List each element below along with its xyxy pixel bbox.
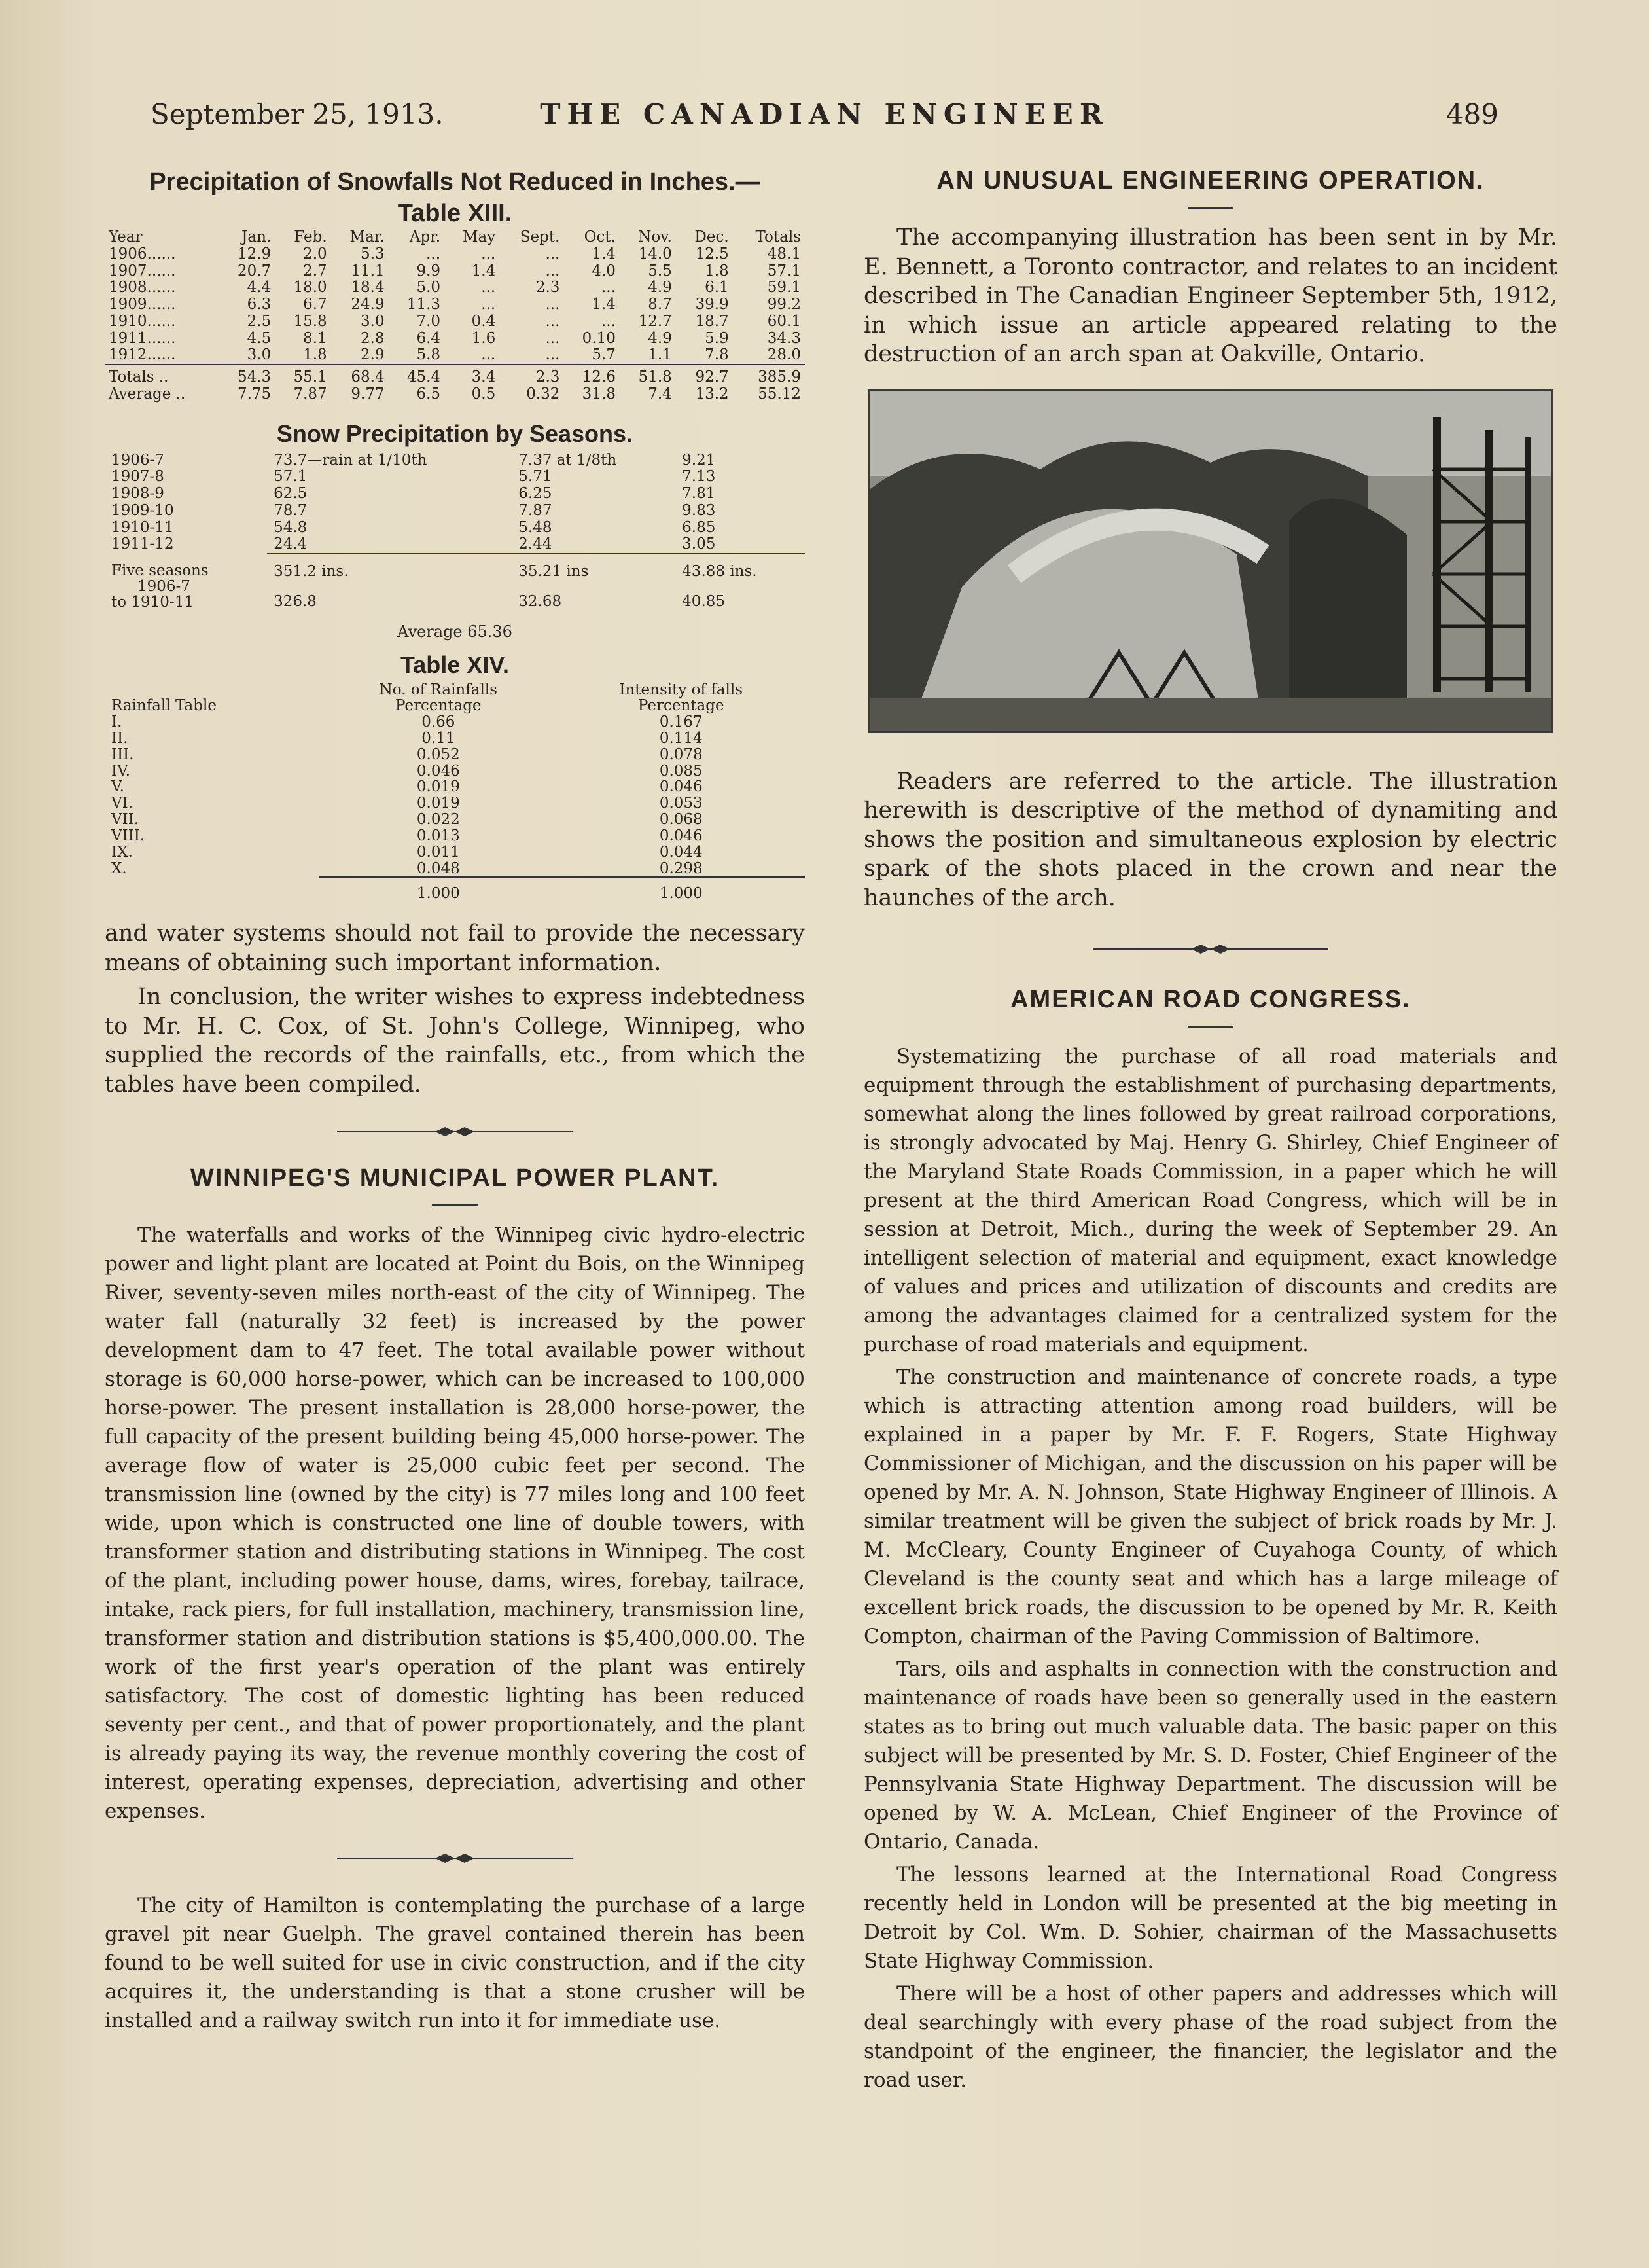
table-cell: 92.7	[676, 365, 733, 386]
table-cell: 4.9	[648, 279, 672, 297]
table-cell: 5.5	[648, 262, 672, 279]
paragraph: The waterfalls and works of the Winnipeg civic hydro-electric power and light plant are located at Point du Bois, on the Winnipeg River, seventy-seven miles north-east of the city of Winnipeg. The water fall (naturally 32 feet) is increased by the power development dam to 47 feet. The total available power without storage is 60,000 horse-power, which can be increased to 100,000 horse-power. The present installation is 28,000 horse-power, the full capacity of the present building being 45,000 horse-power. The average flow of water is 25,000 cubic feet per second. The transmission line (owned by the city) is 77 miles long and 100 feet wide, upon which is constructed one line of double towers, with transformer station and distributing stations in Winnipeg. The cost of the plant, including power house, dams, wires, forebay, tailrace, intake, rack piers, for full installation, machinery, transmission line, transformer station and distribution stations is $5,400,000.00. The work of the first year's operation of the plant was entirely satisfactory. The cost of domestic lighting has been reduced seventy per cent., and that of power proportionately, and the plant is already paying its way, the revenue monthly covering the cost of interest, operating expenses, depreciation, advertising and other expenses.	[105, 1223, 805, 1824]
table-cell: 62.5	[274, 485, 308, 502]
table-cell: ...	[545, 329, 560, 347]
table-cell: ...	[426, 245, 441, 262]
paragraph: and water systems should not fail to provide the necessary means of obtaining such important information.	[105, 920, 805, 976]
table-cell: 54.8	[274, 518, 308, 536]
table-row	[105, 763, 805, 780]
table-cell: 14.0	[638, 245, 672, 262]
table-cell: 1.8	[705, 262, 729, 279]
table-cell: 12.7	[638, 312, 672, 330]
table-cell: 4.9	[648, 329, 672, 347]
table-cell: 7.81	[682, 485, 716, 502]
table-cell: 3.0	[247, 346, 272, 364]
table-cell: 2.44	[518, 535, 552, 553]
five-seasons-value: 326.8	[274, 592, 317, 610]
table-cell: 1907......	[109, 262, 176, 279]
table-cell: 7.87	[518, 501, 552, 519]
table-cell: 4.4	[247, 279, 272, 297]
table-cell: 8.7	[648, 296, 672, 313]
table-cell: 73.7—rain at 1/10th	[274, 451, 427, 469]
table-row	[105, 486, 805, 503]
table-cell: Average ..	[109, 385, 186, 403]
table-row	[105, 452, 805, 469]
table-cell: VII.	[111, 811, 139, 829]
table-cell: X.	[111, 860, 127, 878]
table-cell: 0.052	[416, 746, 460, 763]
table-cell: 4.5	[247, 329, 272, 347]
table-cell: 5.3	[361, 245, 385, 262]
table-cell: 3.05	[682, 535, 716, 553]
table-cell: 0.046	[659, 827, 703, 844]
column-header: Oct.	[584, 228, 616, 245]
paragraph: Systematizing the purchase of all road materials and equipment through the establishment of purchasing departments, somewhat along the lines followed by great railroad corporations, is strongly advocated by Maj. Henry G. Shirley, Chief Engineer of the Maryland State Roads Commission, in a paper which he will present at the third American Road Congress, which will be in session at Detroit, Mich., during the week of September 29. An intelligent selection of material and equipment, exact knowledge of values and prices and utilization of discounts and credits are among the advantages claimed for a centralized system for the purchase of road materials and equipment.	[864, 1045, 1557, 1356]
table-14-title: Table XIV.	[400, 651, 510, 678]
table-cell: 1906......	[109, 245, 176, 262]
table-cell: 18.0	[293, 279, 327, 297]
table-cell: ...	[545, 346, 560, 364]
table-cell: 2.3	[535, 279, 560, 297]
table-row	[105, 520, 805, 537]
table-cell: 0.167	[659, 713, 703, 731]
table-cell: III.	[111, 746, 134, 763]
table-cell: I.	[111, 713, 122, 731]
table-cell: 24.9	[351, 296, 385, 313]
table-cell: ...	[481, 296, 496, 313]
section-heading: AN UNUSUAL ENGINEERING OPERATION.	[936, 167, 1485, 194]
table-13	[105, 229, 805, 407]
table-cell: 6.85	[682, 518, 716, 536]
table-cell: 12.6	[563, 365, 619, 386]
table-cell: 1909-10	[111, 501, 174, 519]
column-header: Dec.	[694, 228, 729, 245]
table-cell: 20.7	[237, 262, 272, 279]
five-seasons-value: 32.68	[518, 592, 562, 610]
table-cell: ...	[545, 262, 560, 279]
section-heading: AMERICAN ROAD CONGRESS.	[1010, 986, 1411, 1013]
left-column	[105, 167, 805, 2035]
table-row	[105, 536, 805, 554]
table-cell: 4.0	[592, 262, 616, 279]
table-cell: 0.019	[416, 795, 460, 812]
ornament-divider	[337, 1852, 573, 1865]
table-cell: 6.25	[518, 485, 552, 502]
table-row	[105, 795, 805, 812]
table-cell: ...	[481, 346, 496, 364]
table-cell: 0.019	[416, 778, 460, 796]
table-cell: 5.48	[518, 518, 552, 536]
column-header: Percentage	[637, 697, 724, 715]
table-cell: 6.3	[247, 296, 272, 313]
table-row	[105, 246, 805, 263]
table-cell: 385.9	[733, 365, 805, 386]
table-cell: 5.8	[416, 346, 441, 364]
table-cell: 5.0	[416, 279, 441, 297]
table-row	[105, 828, 805, 844]
table-cell: 0.114	[659, 729, 703, 747]
table-cell: 0.022	[416, 811, 460, 829]
table-cell: 6.1	[705, 279, 729, 297]
five-seasons-value: 43.88 ins.	[675, 554, 805, 581]
table-cell: 55.12	[758, 385, 801, 403]
table-cell: 78.7	[274, 501, 308, 519]
table-cell: 34.3	[767, 329, 801, 347]
arch-demolition-photo	[868, 389, 1553, 733]
table-cell: 12.9	[237, 245, 272, 262]
paragraph: The accompanying illustration has been sent in by Mr. E. Bennett, a Toronto contractor, and relates to an incident described in The Canadian Engineer September 5th, 1912, in which issue an article appeared relating to the destruction of an arch span at Oakville, Ontario.	[864, 225, 1557, 367]
table-cell: 0.013	[416, 827, 460, 844]
total-value: 1.000	[319, 877, 557, 902]
table-cell: 0.32	[526, 385, 560, 403]
total-value: 1.000	[557, 877, 805, 902]
table-cell: 7.75	[237, 385, 272, 403]
heading-rule	[1188, 1026, 1233, 1028]
table-cell: 9.83	[682, 501, 716, 519]
column-header: May	[462, 228, 496, 245]
table-cell: 1.4	[592, 296, 616, 313]
table-cell: 7.87	[293, 385, 327, 403]
five-seasons-value: 40.85	[682, 592, 726, 610]
ornament-divider	[337, 1125, 573, 1138]
paragraph: The construction and maintenance of concrete roads, a type which is attracting attention among road builders, will be explained in a paper by Mr. F. F. Rogers, State Highway Commissioner of Michigan, and the discussion on his paper will be opened by Mr. A. N. Johnson, State Highway Engineer of Illinois. A similar treatment will be given the subject of brick roads by Mr. J. M. McCleary, County Engineer of Cuyahoga County, of which Cleveland is the county seat and which has a large mileage of excellent brick roads, the discussion to be opened by Mr. R. Keith Compton, chairman of the Paving Commission of Baltimore.	[864, 1365, 1557, 1648]
table-cell: 0.048	[416, 859, 460, 877]
table-cell: 7.4	[648, 385, 672, 403]
table-cell: 1.6	[471, 329, 496, 347]
table-row	[105, 331, 805, 348]
table-cell: 0.046	[659, 778, 703, 796]
table-cell: 3.0	[361, 312, 385, 330]
table-cell: IX.	[111, 843, 133, 861]
table-cell: 24.4	[274, 535, 308, 553]
table-cell: ...	[545, 245, 560, 262]
table-row	[105, 779, 805, 795]
paragraph: The city of Hamilton is contemplating the purchase of a large gravel pit near Guelph. The gravel contained therein has been found to be well suited for use in civic construction, and if the city acquires it, the understanding is that a stone crusher will be installed and a railway switch run into it for immediate use.	[105, 1894, 805, 2033]
table-cell: 18.4	[351, 279, 385, 297]
table-cell: 1911-12	[111, 535, 174, 553]
table-cell: 2.8	[361, 329, 385, 347]
table-cell: 0.044	[659, 843, 703, 861]
table-cell: 2.0	[303, 245, 327, 262]
table-row	[105, 747, 805, 763]
paragraph: There will be a host of other papers and addresses which will deal searchingly with every phase of the road subject from the standpoint of the engineer, the financier, the legislator and the road user.	[864, 1982, 1557, 2092]
table-cell: 59.1	[767, 279, 801, 297]
table-cell: 99.2	[767, 296, 801, 313]
table-cell: 0.078	[659, 746, 703, 763]
table-14-header-row	[105, 698, 805, 714]
table-cell: 5.9	[705, 329, 729, 347]
table-row	[105, 297, 805, 314]
table-row	[105, 347, 805, 365]
table-cell: 57.1	[767, 262, 801, 279]
seasons-average: Average 65.36	[397, 622, 512, 641]
heading-rule	[1188, 207, 1233, 209]
table-cell: 48.1	[767, 245, 801, 262]
table-cell: 54.3	[219, 365, 275, 386]
totals-row	[105, 365, 805, 386]
table-cell: IV.	[111, 762, 130, 780]
table-cell: 1907-8	[111, 468, 164, 486]
table-cell: 0.011	[416, 843, 460, 861]
table-14	[105, 682, 805, 903]
table-cell: 15.8	[293, 312, 327, 330]
table-cell: 0.11	[421, 729, 455, 747]
column-header: No. of Rainfalls	[379, 681, 497, 698]
table-cell: ...	[545, 296, 560, 313]
table-cell: 39.9	[695, 296, 729, 313]
column-header: Nov.	[638, 228, 672, 245]
table-cell: 45.4	[389, 365, 444, 386]
table-cell: 1911......	[109, 329, 176, 347]
year-label: Year	[109, 228, 143, 245]
table-cell: 2.3	[499, 365, 563, 386]
table-cell: 0.046	[416, 762, 460, 780]
average-row	[105, 386, 805, 407]
table-row	[105, 503, 805, 520]
table-cell: 1912......	[109, 346, 176, 364]
table-cell: 7.13	[682, 468, 716, 486]
table-cell: II.	[111, 729, 128, 747]
table-cell: 9.77	[351, 385, 385, 403]
table-cell: 0.4	[471, 312, 496, 330]
table-cell: 1910-11	[111, 518, 174, 536]
table-cell: 68.4	[331, 365, 389, 386]
five-seasons-value: 351.2 ins.	[267, 554, 512, 581]
ornament-divider	[1093, 943, 1328, 956]
table-cell: 5.7	[592, 346, 616, 364]
table-cell: 11.3	[406, 296, 441, 313]
row-label: Rainfall Table	[111, 697, 217, 715]
table-cell: 13.2	[695, 385, 729, 403]
paragraph: The lessons learned at the International Road Congress recently held in London will be presented at the big meeting in Detroit by Col. Wm. D. Sohier, chairman of the Massachusetts State Highway Commission.	[864, 1863, 1557, 1973]
table-cell: 51.8	[620, 365, 676, 386]
table-cell: VIII.	[111, 827, 145, 844]
table-13-title: Precipitation of Snowfalls Not Reduced in Inches.— Table XIII.	[149, 168, 760, 227]
table-cell: 1906-7	[111, 451, 164, 469]
table-cell: 2.5	[247, 312, 272, 330]
table-14-header-row	[105, 682, 805, 698]
table-cell: 0.085	[659, 762, 703, 780]
table-cell: 1.1	[648, 346, 672, 364]
table-cell: 1908......	[109, 279, 176, 297]
table-14-totals-row	[105, 877, 805, 902]
table-cell: 55.1	[275, 365, 330, 386]
table-row	[105, 714, 805, 730]
five-seasons-value: 35.21 ins	[512, 554, 675, 581]
paragraph: Tars, oils and asphalts in connection with the construction and maintenance of roads have been so generally used in the eastern states as to bring out much valuable data. The basic paper on this subject will be presented by Mr. S. D. Foster, Chief Engineer of the Pennsylvania State Highway Department. The discussion will be opened by W. A. McLean, Chief Engineer of the Province of Ontario, Canada.	[864, 1657, 1557, 1854]
column-header: Sept.	[520, 228, 560, 245]
table-row	[105, 314, 805, 331]
journal-title: THE CANADIAN ENGINEER	[540, 98, 1109, 130]
table-cell: 1908-9	[111, 485, 164, 502]
table-cell: 1909......	[109, 296, 176, 313]
running-header	[151, 98, 1498, 144]
table-cell: 6.4	[416, 329, 441, 347]
table-cell: ...	[481, 279, 496, 297]
table-cell: 7.0	[416, 312, 441, 330]
table-row	[105, 844, 805, 861]
paragraph: In conclusion, the writer wishes to express indebtedness to Mr. H. C. Cox, of St. John's College, Winnipeg, who supplied the records of the rainfalls, etc., from which the tables have been compiled.	[105, 984, 805, 1098]
table-cell: ...	[481, 245, 496, 262]
five-seasons-label: Five seasons	[111, 562, 209, 579]
right-column	[864, 167, 1557, 2095]
seasons-table	[105, 452, 805, 611]
table-cell: 1.8	[303, 346, 327, 364]
table-cell: ...	[545, 312, 560, 330]
seasons-title: Snow Precipitation by Seasons.	[276, 420, 633, 447]
table-cell: 6.5	[416, 385, 441, 403]
table-cell: 18.7	[695, 312, 729, 330]
table-cell: 7.37 at 1/8th	[518, 451, 617, 469]
column-header: Jan.	[241, 228, 272, 245]
table-cell: 0.10	[582, 329, 616, 347]
column-header: Intensity of falls	[619, 681, 743, 698]
table-cell: 12.5	[695, 245, 729, 262]
table-row	[105, 469, 805, 486]
table-cell: 0.66	[421, 713, 455, 731]
heading-rule	[432, 1204, 478, 1206]
table-cell: Totals ..	[105, 365, 219, 386]
five-seasons-row: Five seasons 1906-7 to 1910-11 351.2 ins. 35.21 ins 43.88 ins.	[105, 554, 805, 581]
page-number: 489	[1445, 98, 1498, 130]
paragraph: Readers are referred to the article. The illustration herewith is descriptive of the method of dynamiting and shows the position and simultaneous explosion by electric spark of the shots placed in the crown and near the haunches of the arch.	[864, 768, 1557, 911]
table-row	[105, 861, 805, 878]
table-cell: 57.1	[274, 468, 308, 486]
table-cell: 0.298	[659, 859, 703, 877]
table-cell: ...	[601, 312, 616, 330]
table-row	[105, 279, 805, 297]
table-cell: 9.21	[682, 451, 716, 469]
table-cell: V.	[111, 778, 124, 796]
section-heading: WINNIPEG'S MUNICIPAL POWER PLANT.	[190, 1164, 720, 1193]
table-cell: 6.7	[303, 296, 327, 313]
table-cell: ...	[601, 279, 616, 297]
table-cell: 31.8	[582, 385, 616, 403]
table-cell: 7.8	[705, 346, 729, 364]
table-cell: 1.4	[471, 262, 496, 279]
table-cell: 2.7	[303, 262, 327, 279]
table-cell: 1.4	[592, 245, 616, 262]
table-cell: 9.9	[416, 262, 441, 279]
column-header: Feb.	[294, 228, 327, 245]
table-cell: 60.1	[767, 312, 801, 330]
table-cell: 5.71	[518, 468, 552, 486]
issue-date: September 25, 1913.	[151, 98, 444, 130]
column-header: Totals	[755, 228, 801, 245]
table-cell: VI.	[111, 795, 133, 812]
table-cell: 0.053	[659, 795, 703, 812]
column-header: Mar.	[349, 228, 385, 245]
table-cell: 1910......	[109, 312, 176, 330]
table-cell: 28.0	[767, 346, 801, 364]
table-row	[105, 812, 805, 828]
table-13-header-row	[105, 229, 805, 246]
table-row	[105, 263, 805, 280]
table-cell: 11.1	[351, 262, 385, 279]
table-cell: 2.9	[361, 346, 385, 364]
table-row	[105, 730, 805, 747]
table-cell: 0.5	[471, 385, 496, 403]
column-header: Percentage	[395, 697, 482, 715]
table-cell: 8.1	[303, 329, 327, 347]
table-cell: 0.068	[659, 811, 703, 829]
table-cell: 3.4	[444, 365, 499, 386]
column-header: Apr.	[409, 228, 441, 245]
